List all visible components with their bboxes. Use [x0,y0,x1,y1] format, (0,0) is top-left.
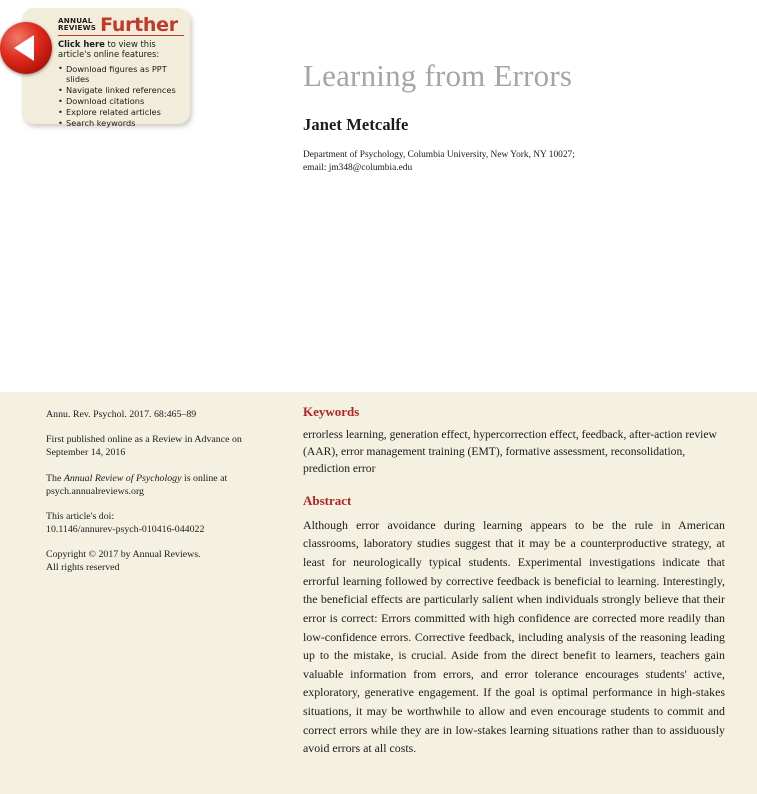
copyright-block [46,548,268,574]
copyright-line-1: Copyright © 2017 by Annual Reviews. [46,549,201,561]
abstract-heading: Abstract [303,492,352,508]
keywords-text: errorless learning, generation effect, hypercorrection effect, feedback, after-action review (AAR), error management training (EMT), formative assessment, reconsolidation, prediction error [303,428,717,475]
list-item[interactable]: • Download citations [58,96,184,107]
list-item[interactable]: • Navigate linked references [58,85,184,96]
title-block [303,58,733,175]
click-here-rest: to view this article's online features: [58,39,160,60]
further-label: Further [100,14,178,36]
doi-value[interactable]: 10.1146/annurev-psych-010416-044022 [46,524,205,536]
list-item[interactable]: • Search keywords [58,118,184,129]
annual-reviews-further-badge[interactable] [22,8,190,129]
brand-line-1: ANNUAL [58,15,93,25]
first-published-line: First published online as a Review in Advance on September 14, 2016 [46,434,242,459]
click-here-link[interactable]: Click here [58,39,105,50]
abstract-column [303,404,725,758]
journal-title: Annual Review of Psychology [63,472,182,484]
journal-suffix: is online at psych.annualreviews.org [46,472,228,497]
abstract-text: Although error avoidance during learning appears to be the rule in American classrooms, laboratory studies suggest that it may be a counterproductive strategy, at least for neurologically typical students. Experimental investigations indicate that errorful learning followed by corrective feedback is beneficial to learning. Interestingly, the beneficial effects are particularly salient when individuals strongly believe that their error is correct: Errors committed with high confidence are corrected more readily than low-confidence errors. Corrective feedback, including analysis of the reasoning leading up to the mistake, is crucial. Aside from the direct benefit to learners, teachers gain valuable information from errors, and error tolerance encourages students' active, exploratory, generative engagement. If the goal is optimal performance in high-stakes situations, it may be worthwhile to allow and even encourage students to commit and correct errors while they are in low-stakes learning situations rather than to assiduously avoid errors at all costs. [303,517,725,756]
list-item[interactable]: • Explore related articles [58,107,184,118]
badge-header [58,16,184,36]
author-affiliation [303,149,733,176]
journal-online-line [46,472,268,498]
keywords-heading: Keywords [303,404,360,419]
author-name: Janet Metcalfe [303,114,409,134]
copyright-line-2: All rights reserved [46,562,120,574]
citation-line: Annu. Rev. Psychol. 2017. 68:465–89 [46,409,197,420]
doi-block [46,510,268,536]
badge-content [58,16,184,129]
page-title: Learning from Errors [303,58,573,93]
publication-metadata [46,408,268,575]
list-item[interactable]: • Download figures as PPT slides [58,64,184,86]
doi-label: This article's doi: [46,510,115,522]
annual-reviews-wordmark [58,17,96,35]
click-here-prompt[interactable] [58,39,184,60]
journal-prefix: The [46,472,64,484]
abstract-band [0,392,757,794]
affiliation-line-1: Department of Psychology, Columbia University, New York, NY 10027; [303,149,575,160]
brand-line-2: REVIEWS [58,23,97,33]
affiliation-line-2: email: jm348@columbia.edu [303,162,413,173]
play-arrow-icon[interactable] [0,22,52,74]
online-features-list [58,64,184,129]
